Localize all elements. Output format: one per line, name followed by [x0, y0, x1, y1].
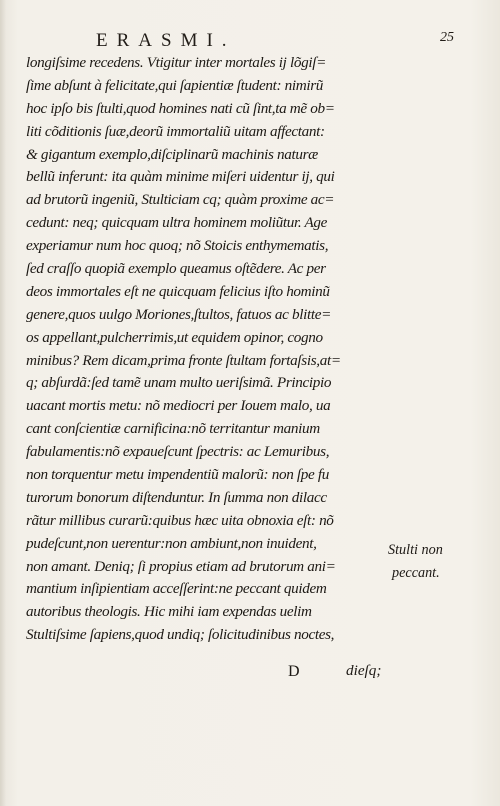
body-text	[26, 52, 398, 647]
running-head: ERASMI.	[96, 30, 236, 51]
text-line: pudeſcunt,non uerentur:non ambiunt,non inuident,	[26, 534, 317, 552]
page-number: 25	[440, 30, 454, 45]
text-line: minibus? Rem dicam,prima fronte ſtultam fortaſsis,at=	[26, 351, 341, 369]
text-line: os appellant,pulcherrimis,ut equidem opinor, cogno	[26, 328, 323, 346]
text-line: rãtur millibus curarũ:quibus hæc uita obnoxia eſt: nõ	[26, 511, 334, 529]
text-line: bellũ inferunt: ita quàm minime miſeri uidentur ij, qui	[26, 168, 335, 186]
marginal-note-line: Stulti non	[388, 542, 443, 558]
text-line: cant conſcientiæ carnificina:nõ territantur manium	[26, 420, 320, 438]
text-line: Stultiſsime ſapiens,quod undiq; ſolicitudinibus noctes,	[26, 626, 335, 644]
text-line: deos immortales eſt ne quicquam felicius iſto hominũ	[26, 282, 330, 300]
text-line: & gigantum exemplo,diſciplinarũ machinis naturæ	[26, 145, 318, 163]
text-line: q; abſurdã:ſed tamẽ unam multo ueriſsimã. Principio	[26, 374, 332, 392]
text-line: ad brutorũ ingeniũ, Stulticiam cq; quàm proxime ac=	[26, 191, 335, 209]
text-line: ſime abſunt à felicitate,qui ſapientiæ ſtudent: nimirũ	[26, 76, 324, 94]
text-line: experiamur num hoc quoq; nõ Stoicis enthymematis,	[26, 237, 329, 255]
text-line: genere,quos uulgo Moriones,ſtultos, fatuos ac blitte=	[26, 305, 331, 323]
text-line: hoc ipſo bis ſtulti,quod homines nati cũ ſint,ta mẽ ob=	[26, 99, 335, 117]
signature-mark: D	[288, 663, 300, 680]
marginal-note-line: peccant.	[392, 565, 440, 581]
text-line: uacant mortis metu: nõ mediocri per Iouem malo, ua	[26, 397, 331, 415]
text-line: ſed craſſo quopiã exemplo queamus oſtẽdere. Ac per	[26, 260, 326, 278]
catchword: dieſq;	[346, 662, 382, 679]
text-line: cedunt: neq; quicquam ultra hominem moliũtur. Age	[26, 214, 328, 232]
text-line: autoribus theologis. Hic mihi iam expendas uelim	[26, 603, 312, 621]
text-line: mantium inſipientiam acceſſerint:ne peccant quidem	[26, 580, 327, 598]
text-line: non torquentur metu impendentiũ malorũ: non ſpe fu	[26, 466, 329, 484]
text-line: turorum bonorum diſtenduntur. In ſumma non dilacc	[26, 488, 327, 506]
text-line: non amant. Deniq; ſi propius etiam ad brutorum ani=	[26, 557, 336, 575]
text-line: liti cõditionis ſuæ,deorũ immortaliũ uitam affectant:	[26, 122, 325, 140]
text-line: longiſsime recedens. Vtigitur inter mortales ij lõgiſ=	[26, 54, 326, 71]
text-line: fabulamentis:nõ expaueſcunt ſpectris: ac Lemuribus,	[26, 443, 330, 461]
